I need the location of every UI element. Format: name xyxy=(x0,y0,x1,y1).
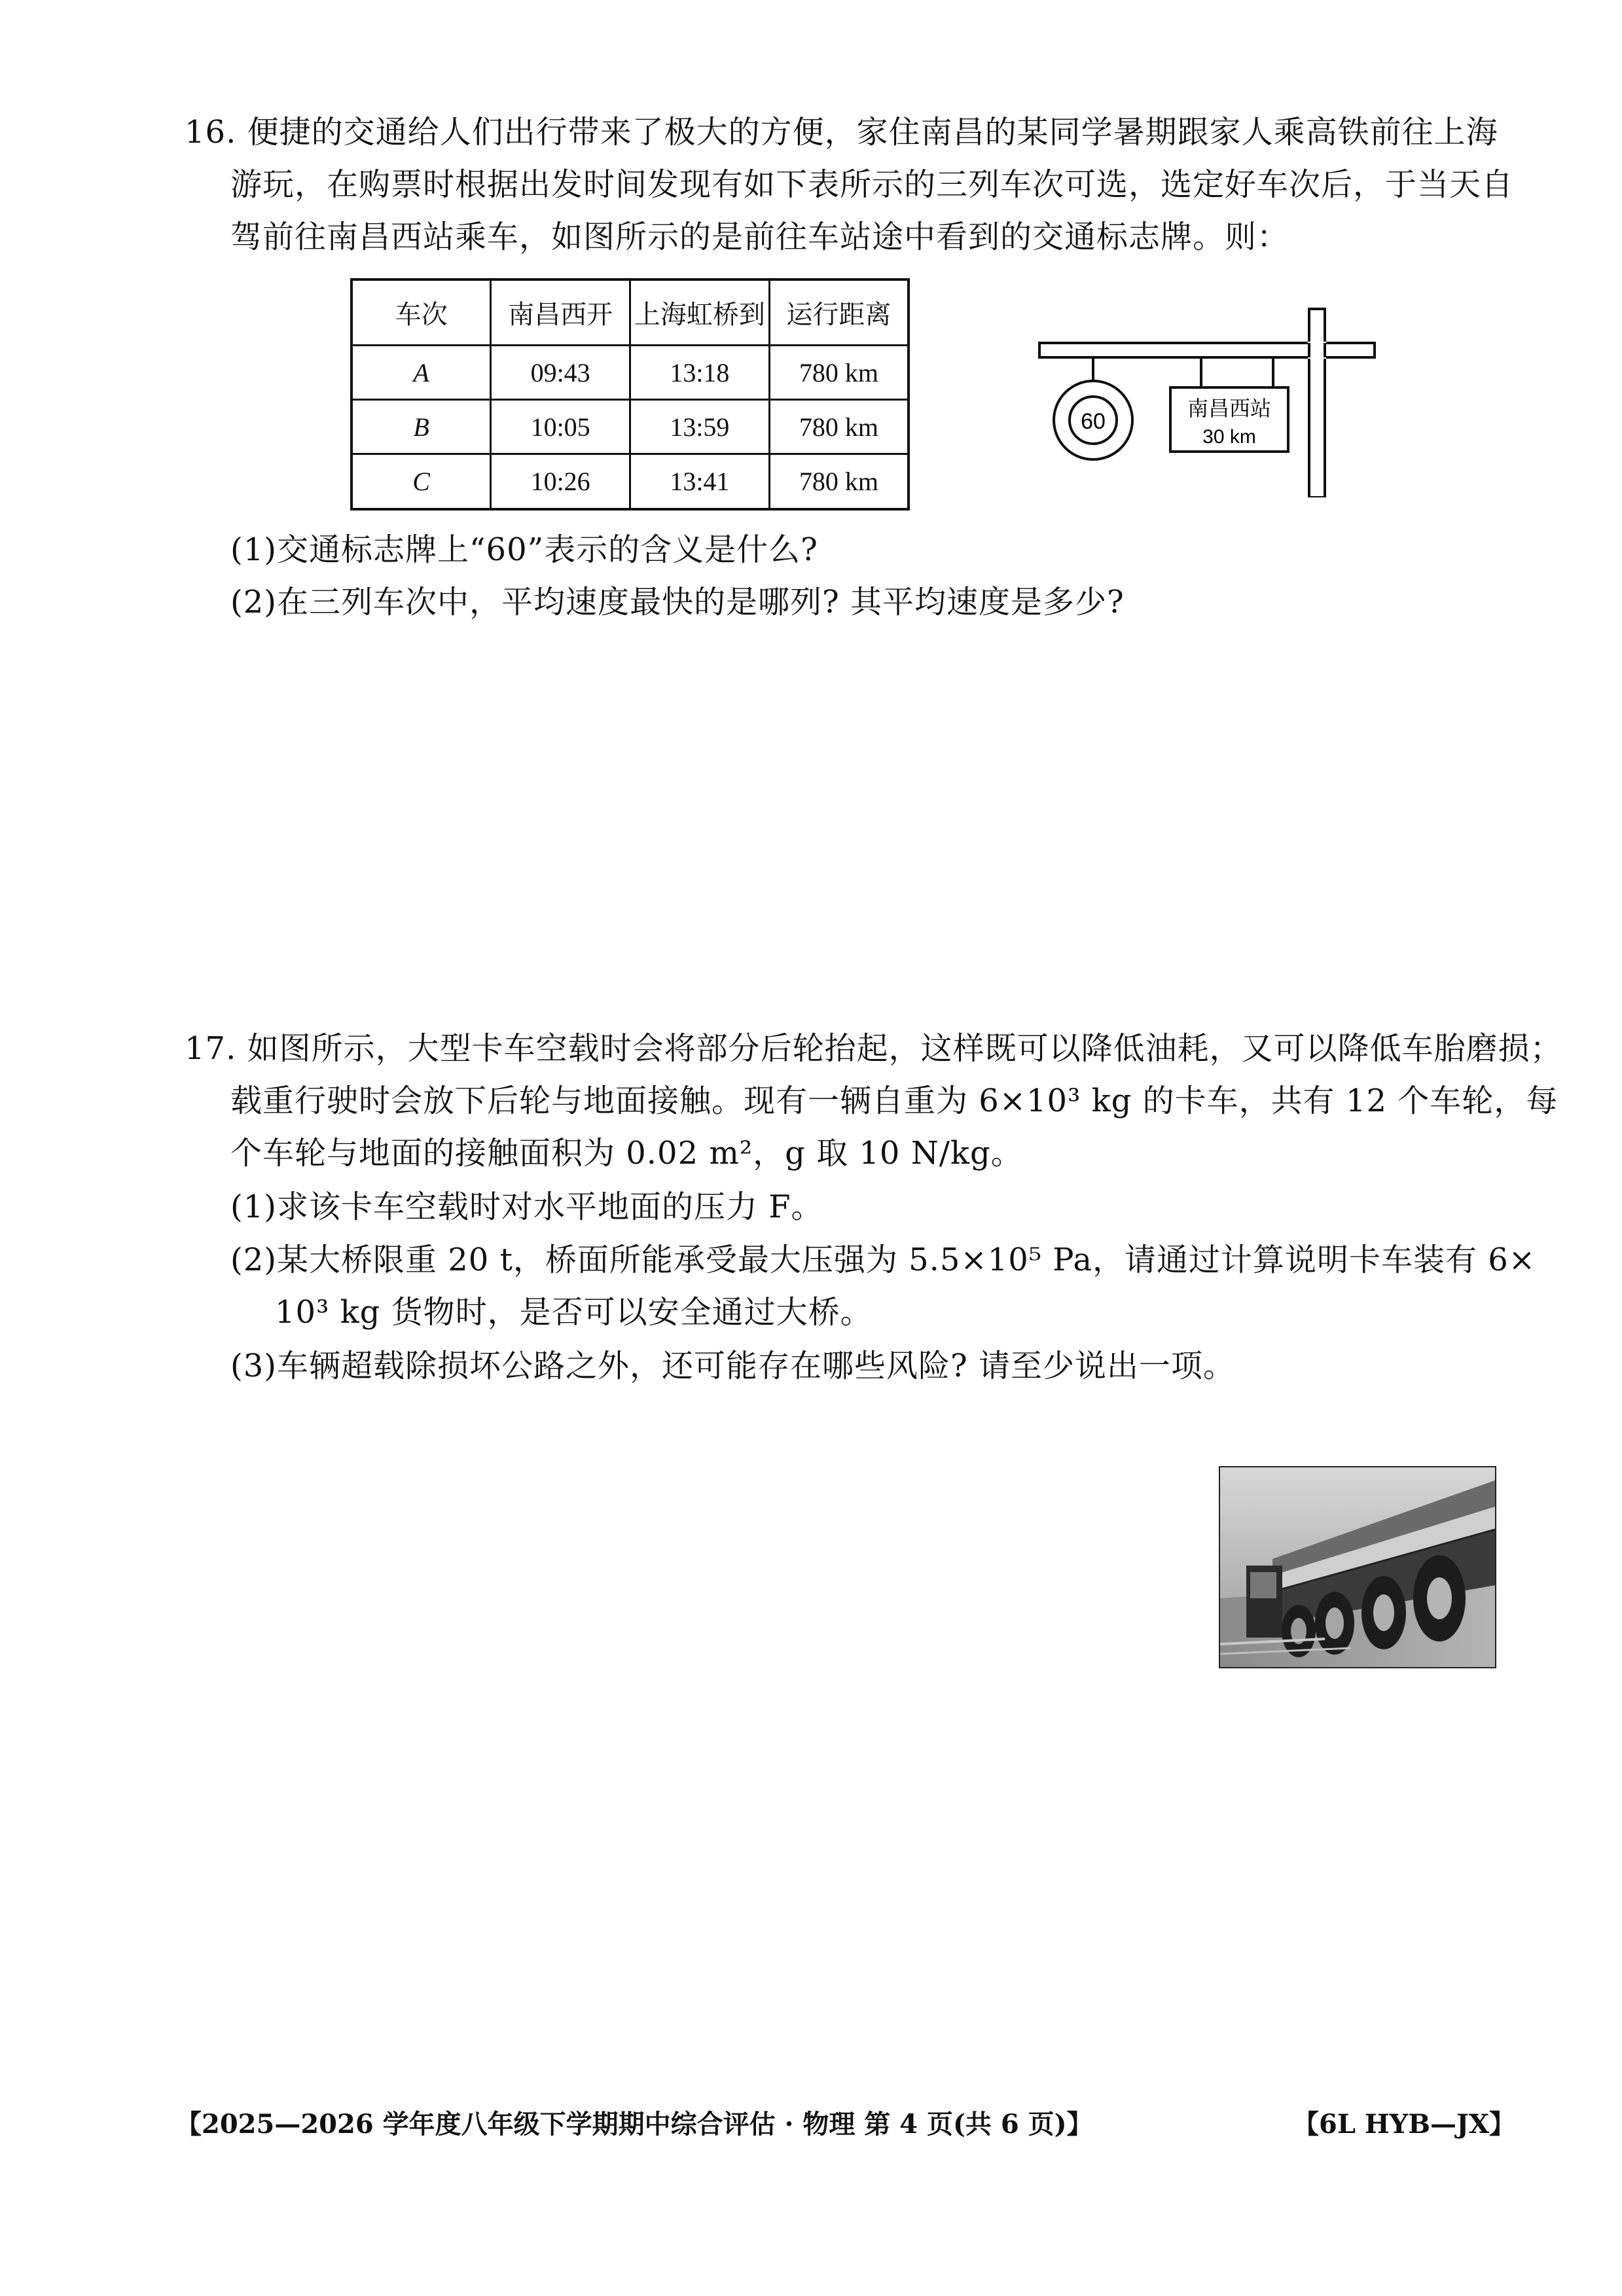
table-cell: 13:59 xyxy=(630,400,770,454)
table-header-cell: 运行距离 xyxy=(769,279,909,346)
sign-pole xyxy=(1309,309,1325,497)
table-cell: 13:18 xyxy=(630,346,770,400)
table-row xyxy=(351,400,909,454)
q17-sub-1: (1)求该卡车空载时对水平地面的压力 F。 xyxy=(230,1189,823,1225)
traffic-sign-figure xyxy=(1028,301,1381,497)
table-cell: 780 km xyxy=(769,346,909,400)
truck-photo xyxy=(1219,1466,1496,1668)
station-distance: 30 km xyxy=(1202,426,1256,448)
q17-line-1: 17. 如图所示，大型卡车空载时会将部分后轮抬起，这样既可以降低油耗，又可以降低车胎磨损； xyxy=(185,1030,1562,1067)
table-header-cell: 上海虹桥到 xyxy=(630,279,770,346)
page-footer-left: 【2025—2026 学年度八年级下学期期中综合评估 · 物理 第 4 页(共 6 页)】 xyxy=(175,2109,1093,2140)
speed-limit-value: 60 xyxy=(1081,409,1106,434)
station-name: 南昌西站 xyxy=(1187,396,1272,421)
table-cell: 780 km xyxy=(769,400,909,454)
q16-line-3: 驾前往南昌西站乘车，如图所示的是前往车站途中看到的交通标志牌。则： xyxy=(230,219,1289,255)
table-cell: 780 km xyxy=(769,454,909,509)
table-cell: 13:41 xyxy=(630,454,770,509)
q17-line-3: 个车轮与地面的接触面积为 0.02 m²，g 取 10 N/kg。 xyxy=(230,1135,1023,1172)
q17-line-2: 载重行驶时会放下后轮与地面接触。现有一辆自重为 6×10³ kg 的卡车，共有 12 个车轮，每 xyxy=(230,1083,1559,1119)
table-cell: 09:43 xyxy=(491,346,630,400)
table-row xyxy=(351,454,909,509)
table-header-cell: 车次 xyxy=(351,279,491,346)
q17-sub-3: (3)车辆超载除损坏公路之外，还可能存在哪些风险? 请至少说出一项。 xyxy=(230,1348,1235,1384)
table-row xyxy=(351,346,909,400)
table-header-row xyxy=(351,279,909,346)
page-footer-right: 【6L HYB—JX】 xyxy=(1293,2109,1515,2140)
train-schedule-table xyxy=(350,278,910,511)
q17-sub-2a: (2)某大桥限重 20 t，桥面所能承受最大压强为 5.5×10⁵ Pa，请通过计算说明卡车装有 6× xyxy=(230,1242,1536,1278)
table-cell: A xyxy=(351,346,491,400)
q17-sub-2b: 10³ kg 货物时，是否可以安全通过大桥。 xyxy=(275,1294,873,1331)
table-cell: 10:26 xyxy=(491,454,630,509)
q16-sub-2: (2)在三列车次中，平均速度最快的是哪列? 其平均速度是多少? xyxy=(230,584,1125,620)
table-cell: 10:05 xyxy=(491,400,630,454)
table-cell: B xyxy=(351,400,491,454)
q16-line-1: 16. 便捷的交通给人们出行带来了极大的方便，家住南昌的某同学暑期跟家人乘高铁前往上海 xyxy=(185,114,1498,151)
table-cell: C xyxy=(351,454,491,509)
q16-sub-1: (1)交通标志牌上“60”表示的含义是什么? xyxy=(230,531,818,568)
table-header-cell: 南昌西开 xyxy=(491,279,630,346)
q16-line-2: 游玩，在购票时根据出发时间发现有如下表所示的三列车次可选，选定好车次后，于当天自 xyxy=(230,166,1514,203)
